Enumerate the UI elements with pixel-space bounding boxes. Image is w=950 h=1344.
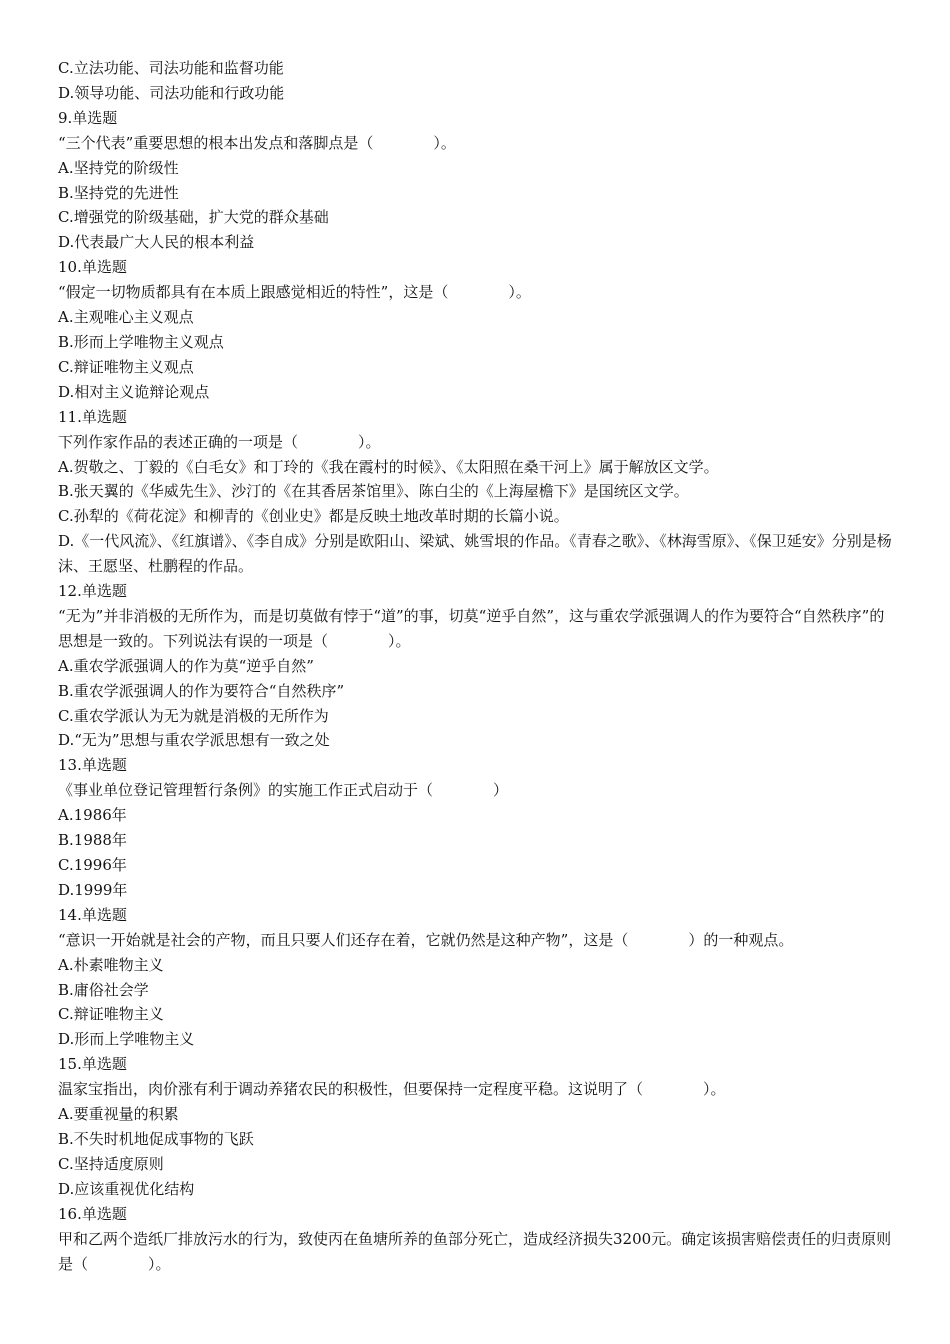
question-header: 15.单选题 [58, 1055, 127, 1074]
question-14 [58, 903, 898, 1052]
option-c: C.辩证唯物主义观点 [58, 357, 194, 376]
question-stem: 温家宝指出，肉价涨有利于调动养猪农民的积极性，但要保持一定程度平稳。这说明了（ ）。 [58, 1080, 726, 1099]
question-12 [58, 579, 898, 753]
question-9 [58, 106, 898, 255]
option-d: D.代表最广大人民的根本利益 [58, 233, 255, 252]
option-d-prev: D.领导功能、司法功能和行政功能 [58, 83, 285, 102]
question-16 [58, 1202, 898, 1277]
question-header: 14.单选题 [58, 905, 127, 924]
option-c-prev: C.立法功能、司法功能和监督功能 [58, 59, 284, 77]
question-stem: “无为”并非消极的无所作为，而是切莫做有悖于“道”的事，切莫“逆乎自然”，这与重农学派强调人的作为要符合“自然秩序”的思想是一致的。下列说法有误的一项是（ ）。 [58, 606, 885, 650]
option-a: A.重农学派强调人的作为莫“逆乎自然” [58, 656, 314, 675]
question-10 [58, 255, 898, 404]
option-a: A.贺敬之、丁毅的《白毛女》和丁玲的《我在霞村的时候》、《太阳照在桑干河上》属于解放区文学。 [58, 457, 719, 476]
option-a: A.朴素唯物主义 [58, 955, 164, 974]
question-header: 10.单选题 [58, 258, 127, 277]
option-c: C.孙犁的《荷花淀》和柳青的《创业史》都是反映土地改革时期的长篇小说。 [58, 507, 569, 526]
question-stem: 《事业单位登记管理暂行条例》的实施工作正式启动于（ ） [58, 781, 509, 800]
option-b: B.坚持党的先进性 [58, 183, 179, 202]
question-stem: “假定一切物质都具有在本质上跟感觉相近的特性”，这是（ ）。 [58, 283, 531, 302]
question-header: 12.单选题 [58, 582, 127, 601]
option-d: D.“无为”思想与重农学派思想有一致之处 [58, 731, 330, 750]
question-13 [58, 753, 898, 902]
option-d: D.形而上学唯物主义 [58, 1030, 195, 1049]
option-b: B.重农学派强调人的作为要符合“自然秩序” [58, 681, 345, 700]
option-a: A.1986年 [58, 806, 127, 825]
option-a: A.坚持党的阶级性 [58, 158, 179, 177]
option-c: C.1996年 [58, 856, 127, 874]
option-b: B.庸俗社会学 [58, 980, 149, 999]
question-header: 11.单选题 [58, 407, 127, 426]
option-b: B.不失时机地促成事物的飞跃 [58, 1129, 254, 1148]
option-d: D.应该重视优化结构 [58, 1179, 195, 1198]
document-page [58, 56, 898, 1276]
option-b: B.张天翼的《华威先生》、沙汀的《在其香居茶馆里》、陈白尘的《上海屋檐下》是国统区文学。 [58, 482, 689, 501]
option-b: B.1988年 [58, 831, 127, 850]
option-d: D.1999年 [58, 880, 128, 899]
question-stem: 下列作家作品的表述正确的一项是（ ）。 [58, 432, 381, 451]
option-b: B.形而上学唯物主义观点 [58, 332, 224, 351]
question-stem: 甲和乙两个造纸厂排放污水的行为，致使丙在鱼塘所养的鱼部分死亡，造成经济损失3200元。确定该损害赔偿责任的归责原则是（ ）。 [58, 1229, 892, 1273]
question-header: 9.单选题 [58, 108, 118, 127]
option-c: C.坚持适度原则 [58, 1154, 164, 1173]
question-header: 13.单选题 [58, 756, 127, 775]
question-stem: “意识一开始就是社会的产物，而且只要人们还存在着，它就仍然是这种产物”，这是（ ）的一种观点。 [58, 930, 794, 949]
option-d: D.《一代风流》、《红旗谱》、《李自成》分别是欧阳山、梁斌、姚雪垠的作品。《青春之歌》、《林海雪原》、《保卫延安》分别是杨沫、王愿坚、杜鹏程的作品。 [58, 532, 892, 576]
option-c: C.辩证唯物主义 [58, 1005, 164, 1024]
question-stem: “三个代表”重要思想的根本出发点和落脚点是（ ）。 [58, 133, 456, 152]
option-a: A.要重视量的积累 [58, 1105, 179, 1124]
option-c: C.重农学派认为无为就是消极的无所作为 [58, 706, 329, 725]
option-a: A.主观唯心主义观点 [58, 308, 194, 327]
question-header: 16.单选题 [58, 1204, 127, 1223]
question-11 [58, 405, 898, 579]
option-c: C.增强党的阶级基础，扩大党的群众基础 [58, 208, 329, 227]
option-d: D.相对主义诡辩论观点 [58, 382, 210, 401]
question-15 [58, 1052, 898, 1201]
